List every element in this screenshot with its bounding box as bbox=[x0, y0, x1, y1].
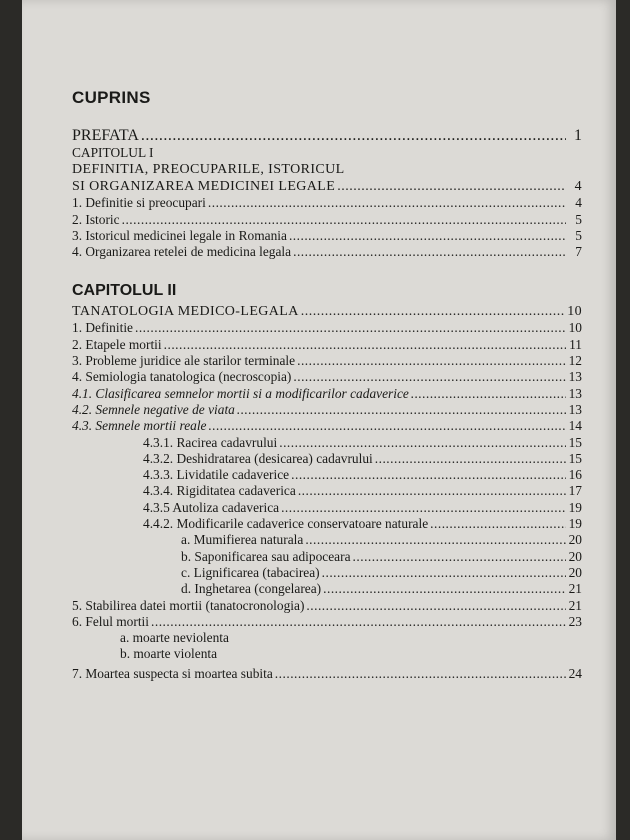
leader-dots bbox=[289, 228, 566, 244]
toc-entry-page: 11 bbox=[569, 336, 582, 352]
toc-entry bbox=[72, 337, 582, 353]
toc-entry-title: 4. Organizarea retelei de medicina legala bbox=[72, 244, 292, 260]
toc-entry-title: c. Lignificarea (tabacirea) bbox=[181, 564, 320, 580]
toc-entry-page: 13 bbox=[568, 401, 582, 417]
leader-dots bbox=[209, 418, 567, 434]
toc-entry-page: 17 bbox=[568, 483, 582, 499]
toc-entry-title: 1. Definitie bbox=[72, 320, 133, 336]
toc-entry-page: 4 bbox=[574, 179, 582, 195]
toc-entry-page: 4 bbox=[575, 195, 582, 211]
toc-entry-page: 23 bbox=[568, 613, 582, 629]
toc-entry-title: 4.3.2. Deshidratarea (desicarea) cadavrului bbox=[143, 450, 373, 466]
contents-heading: CUPRINS bbox=[72, 88, 151, 107]
toc-entry-page: 20 bbox=[568, 532, 582, 548]
leader-dots bbox=[301, 303, 565, 320]
toc-subentry: a. moarte neviolenta bbox=[120, 630, 229, 646]
toc-entry-title: TANATOLOGIA MEDICO-LEGALA bbox=[72, 304, 299, 320]
leader-dots bbox=[279, 435, 566, 451]
toc-entry-preface bbox=[72, 126, 582, 145]
leader-dots bbox=[141, 126, 566, 145]
toc-entry-page: 20 bbox=[568, 548, 582, 564]
toc-entry-title: 3. Probleme juridice ale starilor terminale bbox=[72, 353, 296, 369]
toc-entry bbox=[72, 402, 582, 418]
toc-entry-title: 4.1. Clasificarea semnelor mortii si a modificarilor cadaverice bbox=[72, 385, 409, 401]
leader-dots bbox=[337, 178, 566, 195]
toc-entry-title: 4.2. Semnele negative de viata bbox=[72, 401, 235, 417]
toc-entry-page: 5 bbox=[575, 211, 582, 227]
toc-entry-page: 12 bbox=[568, 353, 582, 369]
toc-entry-title: 2. Etapele mortii bbox=[72, 336, 162, 352]
toc-entry-title: 4.3.1. Racirea cadavrului bbox=[143, 434, 278, 450]
toc-entry-title: 7. Moartea suspecta si moartea subita bbox=[72, 665, 273, 681]
toc-entry-title: b. Saponificarea sau adipoceara bbox=[181, 548, 351, 564]
leader-dots bbox=[291, 467, 566, 483]
toc-entry-page: 10 bbox=[568, 320, 582, 336]
chapter2-title bbox=[72, 303, 582, 320]
leader-dots bbox=[293, 369, 566, 385]
toc-entry bbox=[72, 483, 582, 499]
toc-entry bbox=[72, 418, 582, 434]
toc-entry-page: 15 bbox=[568, 434, 582, 450]
toc-entry bbox=[72, 614, 582, 630]
chapter1-label: CAPITOLUL I bbox=[72, 145, 154, 160]
toc-entry-page: 10 bbox=[567, 304, 582, 320]
toc-entry bbox=[72, 666, 582, 682]
toc-entry-title: 1. Definitie si preocupari bbox=[72, 195, 206, 211]
toc-entry bbox=[72, 435, 582, 451]
toc-entry bbox=[72, 532, 582, 548]
leader-dots bbox=[164, 337, 566, 353]
book-page bbox=[22, 0, 616, 840]
toc-entry bbox=[72, 195, 582, 211]
toc-entry-page: 19 bbox=[568, 516, 582, 532]
toc-entry-page: 15 bbox=[568, 450, 582, 466]
leader-dots bbox=[306, 598, 566, 614]
toc-entry-title: d. Inghetarea (congelarea) bbox=[181, 581, 322, 597]
toc-entry-title: 5. Stabilirea datei mortii (tanatocronologia) bbox=[72, 597, 305, 613]
toc-entry-title: PREFATA bbox=[72, 127, 139, 144]
toc-entry-page: 20 bbox=[568, 564, 582, 580]
toc-entry-title: 4.3.4. Rigiditatea cadaverica bbox=[143, 483, 296, 499]
toc-entry-title: 4.3.3. Lividatile cadaverice bbox=[143, 467, 290, 483]
toc-entry-page: 21 bbox=[568, 597, 582, 613]
toc-entry-title: 4. Semiologia tanatologica (necroscopia) bbox=[72, 369, 292, 385]
toc-entry bbox=[72, 244, 582, 260]
toc-entry-title: 4.3. Semnele mortii reale bbox=[72, 418, 207, 434]
leader-dots bbox=[353, 549, 566, 565]
leader-dots bbox=[305, 532, 566, 548]
toc-entry bbox=[72, 581, 582, 597]
toc-entry-title: 2. Istoric bbox=[72, 211, 120, 227]
toc-entry bbox=[72, 353, 582, 369]
toc-entry bbox=[72, 549, 582, 565]
leader-dots bbox=[135, 320, 566, 336]
toc-entry bbox=[72, 516, 582, 532]
leader-dots bbox=[293, 244, 566, 260]
toc-entry-page: 1 bbox=[574, 127, 582, 144]
toc-entry-title: 4.3.5 Autoliza cadaverica bbox=[143, 499, 280, 515]
toc-entry bbox=[72, 228, 582, 244]
chapter2-label: CAPITOLUL II bbox=[72, 282, 177, 300]
toc-entry-page: 24 bbox=[568, 665, 582, 681]
toc-entry-page: 13 bbox=[568, 385, 582, 401]
leader-dots bbox=[430, 516, 566, 532]
toc-entry bbox=[72, 467, 582, 483]
leader-dots bbox=[122, 212, 566, 228]
toc-entry-title: 6. Felul mortii bbox=[72, 613, 149, 629]
toc-entry bbox=[72, 565, 582, 581]
toc-entry-page: 21 bbox=[568, 581, 582, 597]
toc-entry-page: 5 bbox=[575, 227, 582, 243]
toc-entry-page: 19 bbox=[568, 499, 582, 515]
leader-dots bbox=[281, 500, 566, 516]
toc-subentry: b. moarte violenta bbox=[120, 646, 218, 662]
toc-entry-title: SI ORGANIZAREA MEDICINEI LEGALE bbox=[72, 179, 336, 195]
table-of-contents bbox=[72, 88, 582, 682]
leader-dots bbox=[322, 565, 566, 581]
toc-entry bbox=[72, 386, 582, 402]
toc-entry-title: 3. Istoricul medicinei legale in Romania bbox=[72, 227, 287, 243]
toc-entry-page: 16 bbox=[568, 467, 582, 483]
leader-dots bbox=[237, 402, 566, 418]
leader-dots bbox=[151, 614, 566, 630]
leader-dots bbox=[208, 195, 566, 211]
toc-entry-page: 7 bbox=[575, 244, 582, 260]
toc-entry-title: a. Mumifierea naturala bbox=[181, 532, 304, 548]
toc-entry bbox=[72, 320, 582, 336]
toc-entry-title: 4.4.2. Modificarile cadaverice conservatoare naturale bbox=[143, 516, 429, 532]
leader-dots bbox=[323, 581, 566, 597]
toc-entry bbox=[72, 500, 582, 516]
toc-entry-page: 14 bbox=[568, 418, 582, 434]
chapter1-title-line2 bbox=[72, 178, 582, 195]
toc-entry bbox=[72, 369, 582, 385]
leader-dots bbox=[375, 451, 566, 467]
toc-entry-page: 13 bbox=[568, 369, 582, 385]
leader-dots bbox=[298, 483, 566, 499]
chapter1-title-line1: DEFINITIA, PREOCUPARILE, ISTORICUL bbox=[72, 162, 345, 178]
leader-dots bbox=[275, 666, 566, 682]
leader-dots bbox=[297, 353, 566, 369]
toc-entry bbox=[72, 212, 582, 228]
leader-dots bbox=[411, 386, 566, 402]
toc-entry bbox=[72, 598, 582, 614]
toc-entry bbox=[72, 451, 582, 467]
